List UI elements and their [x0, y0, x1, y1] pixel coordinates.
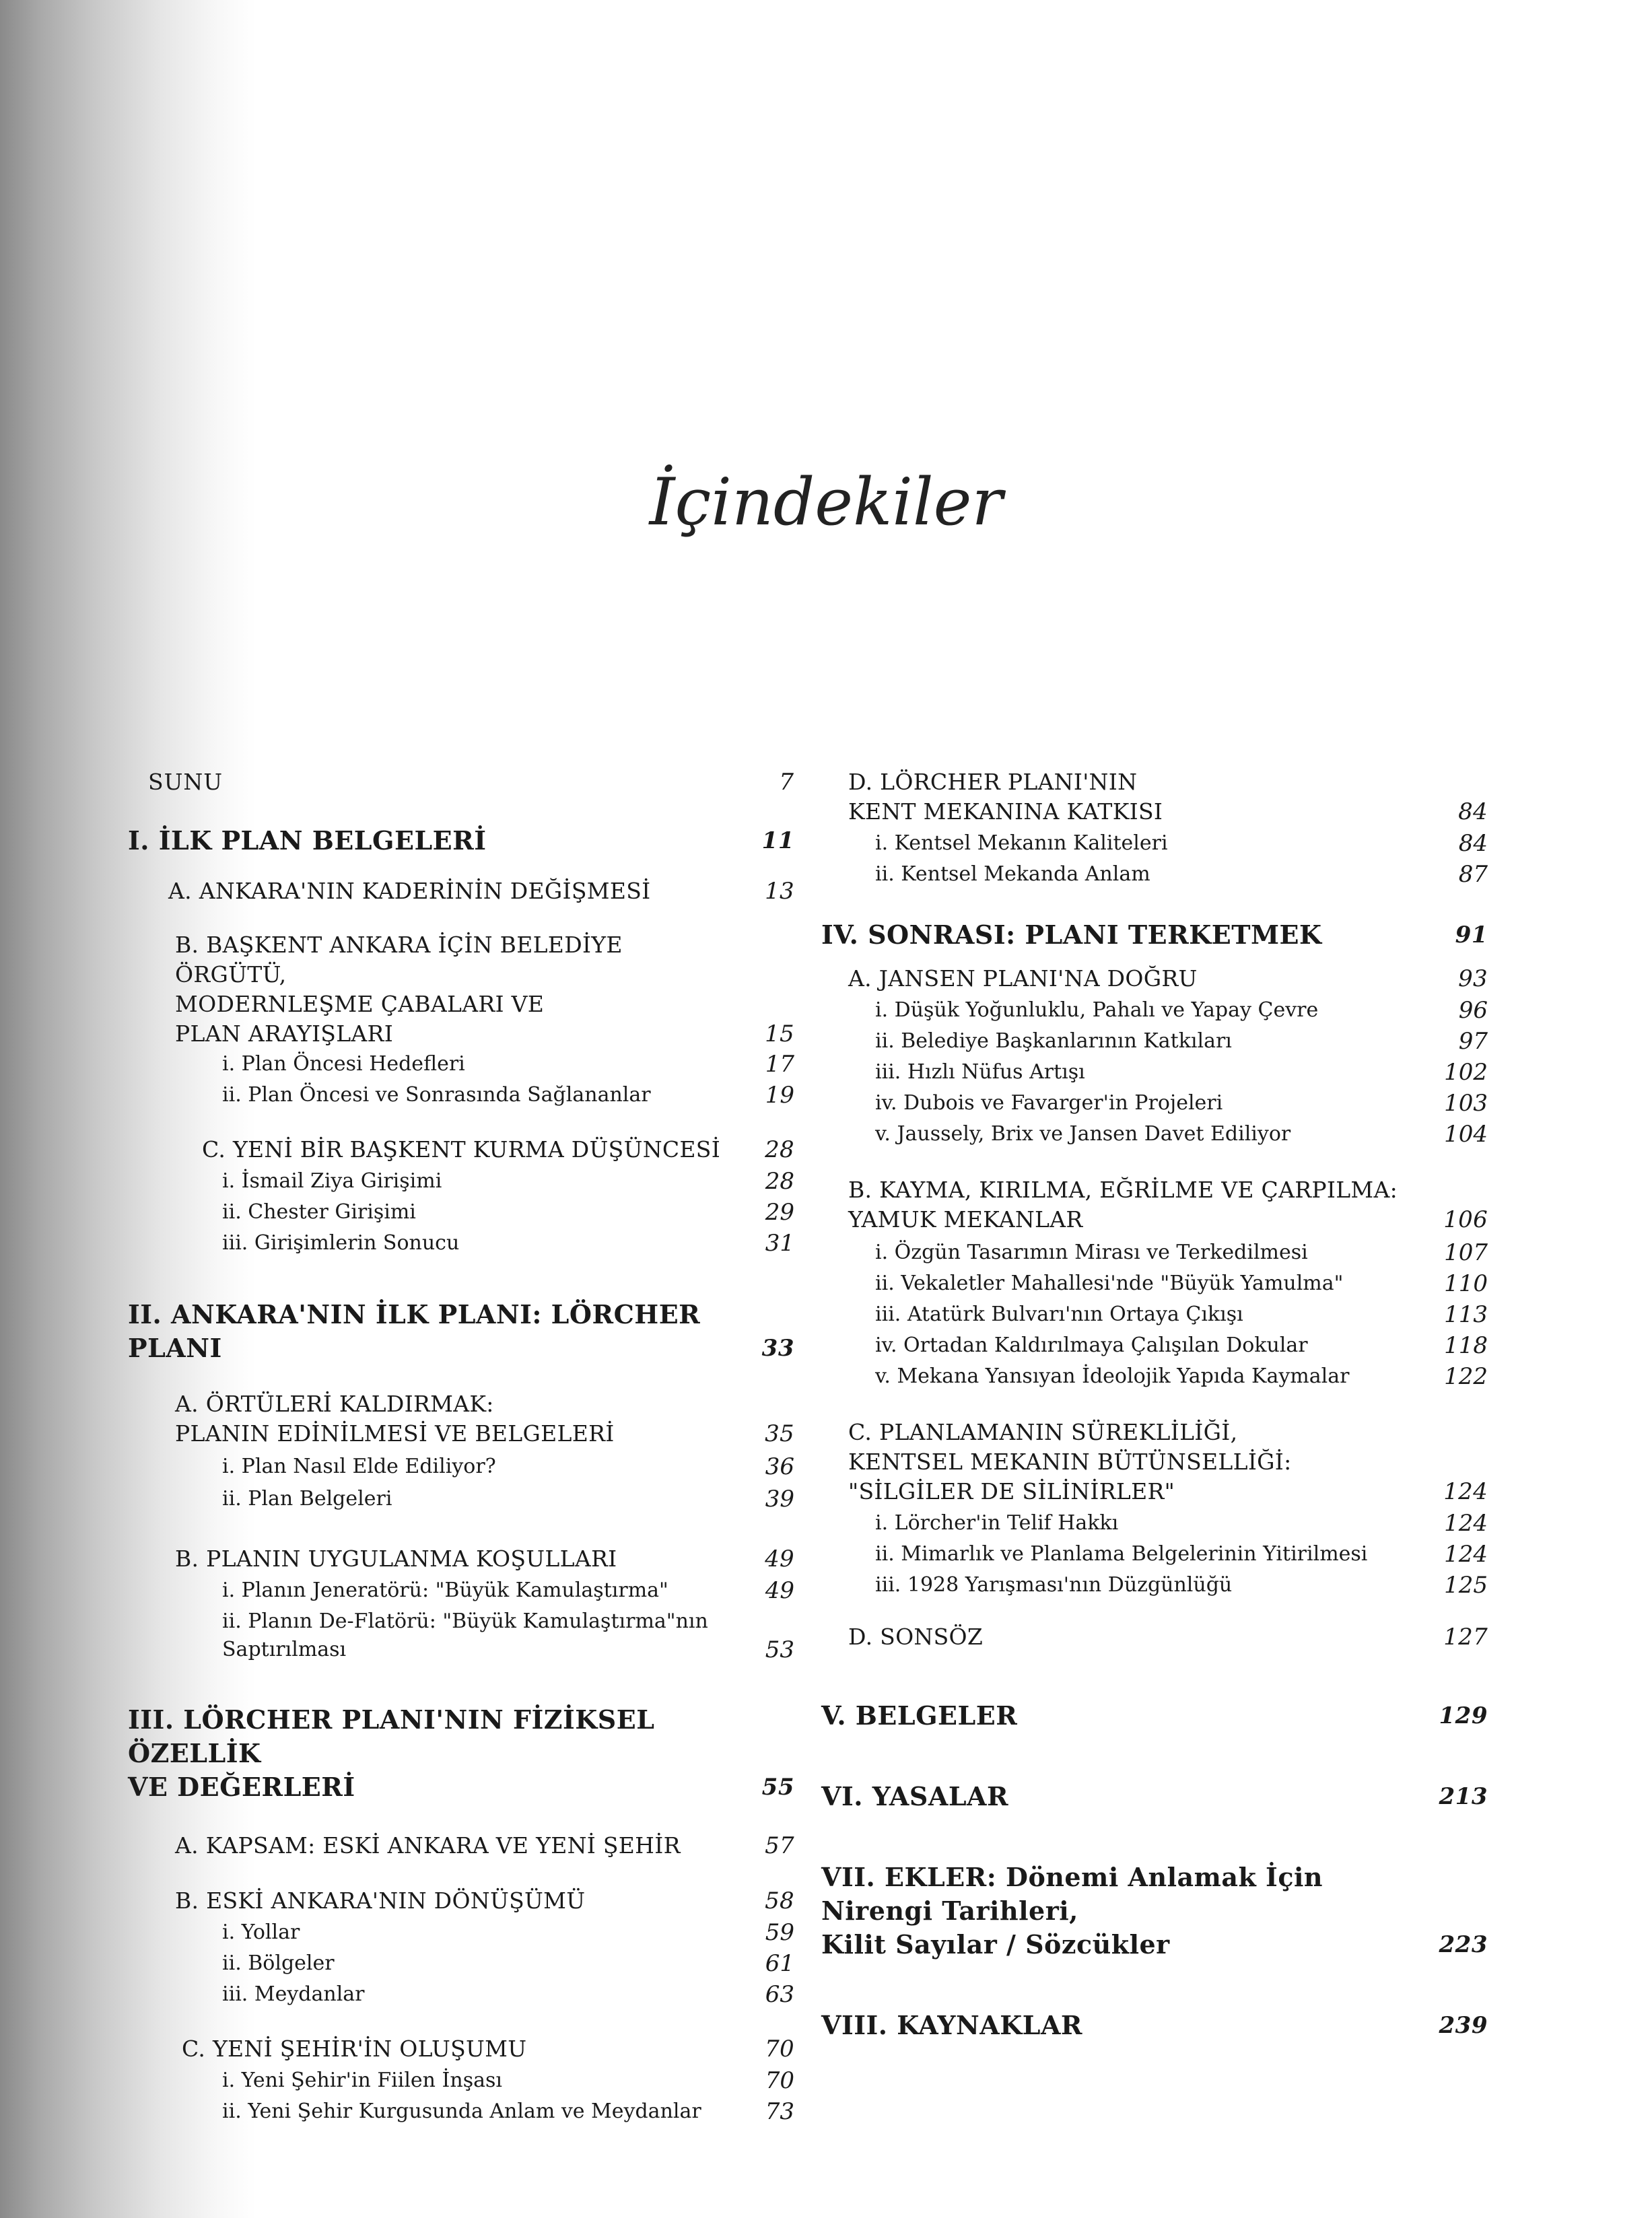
toc-page-number: 118 [1444, 1332, 1488, 1359]
toc-page-number: 213 [1439, 1783, 1488, 1810]
toc-entry-title: ii. Planın De-Flatörü: "Büyük Kamulaştırma"nın Saptırılması [222, 1609, 708, 1661]
toc-entry-title: ii. Kentsel Mekanda Anlam [875, 862, 1150, 886]
toc-entry-title: ii. Yeni Şehir Kurgusunda Anlam ve Meydanlar [222, 2100, 701, 2123]
toc-page-number: 49 [765, 1577, 794, 1604]
toc-page-number: 107 [1444, 1239, 1488, 1266]
left-column-entry [128, 1485, 794, 1513]
toc-entry-title: C. YENİ BİR BAŞKENT KURMA DÜŞÜNCESİ [202, 1136, 721, 1163]
left-column-entry [128, 1576, 794, 1605]
toc-entry-title: ii. Belediye Başkanlarının Katkıları [875, 1029, 1232, 1053]
toc-entry-title: III. LÖRCHER PLANI'NIN FİZİKSEL ÖZELLİK VE DEĞERLERİ [128, 1704, 655, 1802]
left-column-entry [128, 1544, 794, 1574]
right-column-entry [821, 1089, 1488, 1117]
toc-entry-title: B. KAYMA, KIRILMA, EĞRİLME VE ÇARPILMA: YAMUK MEKANLAR [848, 1177, 1398, 1233]
right-column-entry [821, 1362, 1488, 1391]
toc-page-number: 13 [765, 878, 794, 905]
toc-page-number: 15 [765, 1020, 794, 1047]
right-column-entry [821, 1331, 1488, 1360]
right-column-entry [821, 1270, 1488, 1298]
right-column-entry [821, 1571, 1488, 1599]
left-column-entry [128, 930, 794, 1049]
toc-entry-title: v. Mekana Yansıyan İdeolojik Yapıda Kaymalar [875, 1364, 1350, 1388]
toc-entry-title: D. SONSÖZ [848, 1624, 984, 1650]
toc-entry-title: i. Özgün Tasarımın Mirası ve Terkedilmesi [875, 1241, 1308, 1264]
toc-page-number: 29 [765, 1199, 794, 1226]
toc-entry-title: i. Lörcher'in Telif Hakkı [875, 1511, 1119, 1535]
right-column-entry [821, 1509, 1488, 1537]
toc-page-number: 39 [765, 1486, 794, 1513]
toc-page-number: 223 [1439, 1931, 1488, 1958]
toc-entry-title: i. Düşük Yoğunluklu, Pahalı ve Yapay Çevre [875, 998, 1319, 1022]
toc-right-column [821, 767, 1488, 2042]
toc-page-number: 7 [779, 769, 794, 796]
toc-entry-title: A. ANKARA'NIN KADERİNİN DEĞİŞMESİ [168, 878, 651, 904]
toc-page-number: 59 [765, 1919, 794, 1946]
toc-page-number: 70 [765, 2067, 794, 2094]
toc-page-number: 102 [1444, 1059, 1488, 1086]
toc-page-number: 110 [1444, 1270, 1488, 1297]
left-column-entry [128, 1886, 794, 1916]
left-column-entry [128, 1389, 794, 1449]
toc-entry-title: i. Yollar [222, 1920, 300, 1944]
right-column-entry [821, 1239, 1488, 1267]
right-column-entry [821, 1780, 1488, 1813]
left-column-entry [128, 2034, 794, 2064]
right-column-entry [821, 1861, 1488, 1962]
toc-entry-title: SUNU [148, 769, 223, 795]
toc-page-number: 103 [1444, 1090, 1488, 1117]
toc-entry-title: A. ÖRTÜLERİ KALDIRMAK: PLANIN EDİNİLMESİ VE BELGELERİ [175, 1391, 615, 1447]
toc-page-number: 17 [765, 1051, 794, 1078]
toc-entry-title: iii. Hızlı Nüfus Artışı [875, 1060, 1085, 1084]
right-column-entry [821, 1418, 1488, 1506]
toc-entry-title: iii. Meydanlar [222, 1982, 365, 2006]
toc-left-column [128, 767, 794, 2126]
toc-entry-title: C. PLANLAMANIN SÜREKLİLİĞİ, KENTSEL MEKANIN BÜTÜNSELLİĞİ: "SİLGİLER DE SİLİNİRLER" [848, 1419, 1292, 1504]
right-column-entry [821, 860, 1488, 889]
toc-page-number: 31 [765, 1230, 794, 1257]
toc-page-number: 84 [1458, 798, 1488, 825]
toc-entry-title: i. Plan Nasıl Elde Ediliyor? [222, 1455, 496, 1478]
left-column-entry [128, 1198, 794, 1226]
right-column-entry [821, 918, 1488, 952]
toc-entry-title: II. ANKARA'NIN İLK PLANI: LÖRCHER PLANI [128, 1299, 701, 1363]
right-column-entry [821, 1622, 1488, 1652]
right-column-entry [821, 964, 1488, 994]
toc-page-number: 33 [761, 1335, 794, 1362]
toc-entry-title: B. ESKİ ANKARA'NIN DÖNÜŞÜMÜ [175, 1887, 586, 1914]
right-column-entry [821, 1058, 1488, 1086]
toc-page-number: 124 [1443, 1478, 1488, 1505]
right-column-entry [821, 1540, 1488, 1568]
toc-page-number: 106 [1443, 1206, 1488, 1233]
left-column-entry [128, 1135, 794, 1165]
toc-entry-title: VII. EKLER: Dönemi Anlamak İçin Nirengi Tarihleri, Kilit Sayılar / Sözcükler [821, 1862, 1323, 1960]
toc-entry-title: V. BELGELER [821, 1700, 1018, 1731]
left-column-entry [128, 767, 794, 797]
left-column-entry [128, 1167, 794, 1195]
toc-entry-title: IV. SONRASI: PLANI TERKETMEK [821, 920, 1322, 950]
toc-page-number: 127 [1443, 1624, 1488, 1651]
right-column-entry [821, 767, 1488, 827]
toc-page-number: 55 [761, 1774, 794, 1801]
toc-entry-title: iv. Dubois ve Favarger'in Projeleri [875, 1091, 1223, 1115]
right-column-entry [821, 996, 1488, 1025]
toc-page-number: 11 [761, 827, 794, 854]
right-column-entry [821, 1301, 1488, 1329]
left-column-entry [128, 1918, 794, 1947]
toc-page-number: 84 [1458, 830, 1488, 857]
toc-page-number: 53 [765, 1636, 794, 1663]
toc-page-number: 61 [765, 1950, 794, 1977]
toc-entry-title: i. Yeni Şehir'in Fiilen İnşası [222, 2069, 502, 2092]
right-column-entry [821, 829, 1488, 858]
toc-entry-title: ii. Plan Öncesi ve Sonrasında Sağlananlar [222, 1083, 651, 1107]
toc-entry-title: ii. Vekaletler Mahallesi'nde "Büyük Yamulma" [875, 1272, 1344, 1295]
right-column-entry [821, 1175, 1488, 1235]
left-column-entry [128, 2067, 794, 2095]
toc-entry-title: i. Planın Jeneratörü: "Büyük Kamulaştırma" [222, 1579, 668, 1602]
toc-page-number: 57 [765, 1832, 794, 1859]
toc-page-number: 113 [1444, 1301, 1488, 1328]
left-column-entry [128, 1831, 794, 1861]
toc-entry-title: iv. Ortadan Kaldırılmaya Çalışılan Dokular [875, 1333, 1308, 1357]
left-column-entry [128, 1607, 794, 1664]
right-column-entry [821, 2009, 1488, 2042]
toc-entry-title: VIII. KAYNAKLAR [821, 2010, 1083, 2040]
toc-entry-title: v. Jaussely, Brix ve Jansen Davet Ediliyor [875, 1122, 1291, 1146]
page-title: İçindekiler [649, 464, 1003, 540]
toc-entry-title: i. İsmail Ziya Girişimi [222, 1169, 442, 1193]
toc-entry-title: B. BAŞKENT ANKARA İÇİN BELEDİYE ÖRGÜTÜ, MODERNLEŞME ÇABALARI VE PLAN ARAYIŞLARI [175, 932, 623, 1047]
toc-entry-title: B. PLANIN UYGULANMA KOŞULLARI [175, 1546, 617, 1572]
right-column-entry [821, 1699, 1488, 1733]
toc-page-number: 122 [1444, 1363, 1488, 1390]
left-column-entry [128, 1229, 794, 1257]
toc-entry-title: A. JANSEN PLANI'NA DOĞRU [848, 965, 1198, 992]
toc-entry-title: i. Plan Öncesi Hedefleri [222, 1052, 465, 1076]
toc-page-number: 35 [765, 1420, 794, 1447]
toc-entry-title: iii. 1928 Yarışması'nın Düzgünlüğü [875, 1573, 1233, 1597]
left-column-entry [128, 824, 794, 858]
toc-page-number: 239 [1439, 2012, 1488, 2039]
toc-entry-title: ii. Mimarlık ve Planlama Belgelerinin Yitirilmesi [875, 1542, 1368, 1566]
toc-page-number: 129 [1439, 1702, 1488, 1729]
left-column-entry [128, 1703, 794, 1804]
toc-entry-title: iii. Atatürk Bulvarı'nın Ortaya Çıkışı [875, 1303, 1243, 1326]
left-column-entry [128, 1081, 794, 1109]
toc-page-number: 91 [1455, 922, 1488, 948]
toc-entry-title: ii. Plan Belgeleri [222, 1487, 392, 1511]
left-column-entry [128, 876, 794, 906]
toc-page-number: 124 [1444, 1541, 1488, 1568]
left-column-entry [128, 1980, 794, 2009]
toc-entry-title: ii. Chester Girişimi [222, 1200, 416, 1224]
toc-page-number: 97 [1458, 1028, 1488, 1055]
toc-page-number: 73 [765, 2098, 794, 2125]
left-column-entry [128, 1050, 794, 1078]
toc-entry-title: ii. Bölgeler [222, 1951, 335, 1975]
toc-page-number: 28 [765, 1136, 794, 1163]
toc-page-number: 93 [1458, 965, 1488, 992]
toc-page-number: 125 [1444, 1572, 1488, 1599]
toc-entry-title: VI. YASALAR [821, 1781, 1009, 1811]
toc-page-number: 28 [765, 1168, 794, 1195]
toc-entry-title: C. YENİ ŞEHİR'İN OLUŞUMU [182, 2036, 527, 2062]
toc-page-number: 87 [1458, 861, 1488, 888]
left-column-entry [128, 1453, 794, 1481]
toc-entry-title: D. LÖRCHER PLANI'NIN KENT MEKANINA KATKISI [848, 769, 1163, 825]
right-column-entry [821, 1120, 1488, 1148]
toc-page-number: 58 [765, 1887, 794, 1914]
toc-page-number: 124 [1444, 1510, 1488, 1537]
left-column-entry [128, 1298, 794, 1365]
toc-page-number: 19 [765, 1082, 794, 1109]
left-column-entry [128, 1949, 794, 1978]
right-column-entry [821, 1027, 1488, 1055]
toc-entry-title: i. Kentsel Mekanın Kaliteleri [875, 831, 1168, 855]
toc-page-number: 96 [1458, 997, 1488, 1024]
toc-entry-title: I. İLK PLAN BELGELERİ [128, 825, 487, 856]
toc-page-number: 104 [1444, 1121, 1488, 1148]
toc-entry-title: iii. Girişimlerin Sonucu [222, 1231, 460, 1255]
toc-page-number: 63 [765, 1981, 794, 2008]
toc-entry-title: A. KAPSAM: ESKİ ANKARA VE YENİ ŞEHİR [175, 1832, 681, 1859]
toc-page-number: 49 [765, 1546, 794, 1572]
left-column-entry [128, 2098, 794, 2126]
toc-page-number: 36 [765, 1453, 794, 1480]
toc-page-number: 70 [765, 2036, 794, 2063]
